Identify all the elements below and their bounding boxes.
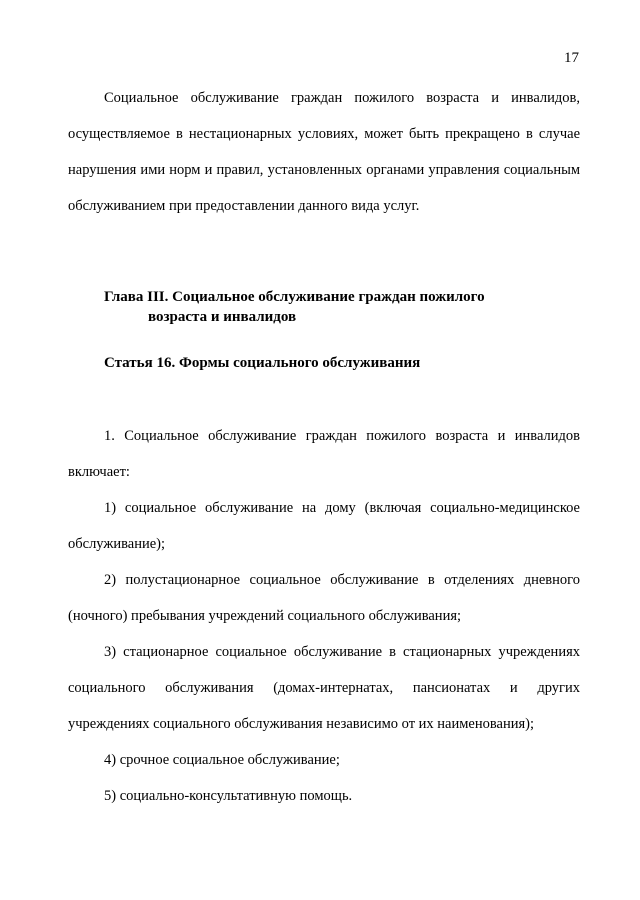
list-item: 4) срочное социальное обслуживание; <box>104 752 340 768</box>
chapter-heading <box>104 287 485 327</box>
list-item: 1) социальное обслуживание на дому (включая социально-медицинское обслуживание); <box>68 500 580 552</box>
list-item: 2) полустационарное социальное обслуживание в отделениях дневного (ночного) пребывания учреждений социального обслуживания; <box>68 572 580 624</box>
list-item: 5) социально-консультативную помощь. <box>104 788 353 804</box>
article-heading: Статья 16. Формы социального обслуживания <box>104 355 421 371</box>
intro-section <box>68 80 580 224</box>
chapter-heading-line2: возраста и инвалидов <box>148 309 297 325</box>
list-item: 1. Социальное обслуживание граждан пожилого возраста и инвалидов включает: <box>68 428 580 480</box>
chapter-heading-line1: Глава III. Социальное обслуживание граждан пожилого <box>104 289 485 305</box>
article-items <box>68 418 580 814</box>
intro-paragraph: Социальное обслуживание граждан пожилого возраста и инвалидов, осуществляемое в нестационарных условиях, может быть прекращено в случае нарушения ими норм и правил, установленных органами управления социальным обслуживанием при предоставлении данного вида услуг. <box>68 90 580 214</box>
list-item: 3) стационарное социальное обслуживание в стационарных учреждениях социального обслуживания (домах-интернатах, пансионатах и других учреждениях социального обслуживания независимо от их наименования); <box>68 644 580 732</box>
page-number: 17 <box>564 50 579 66</box>
